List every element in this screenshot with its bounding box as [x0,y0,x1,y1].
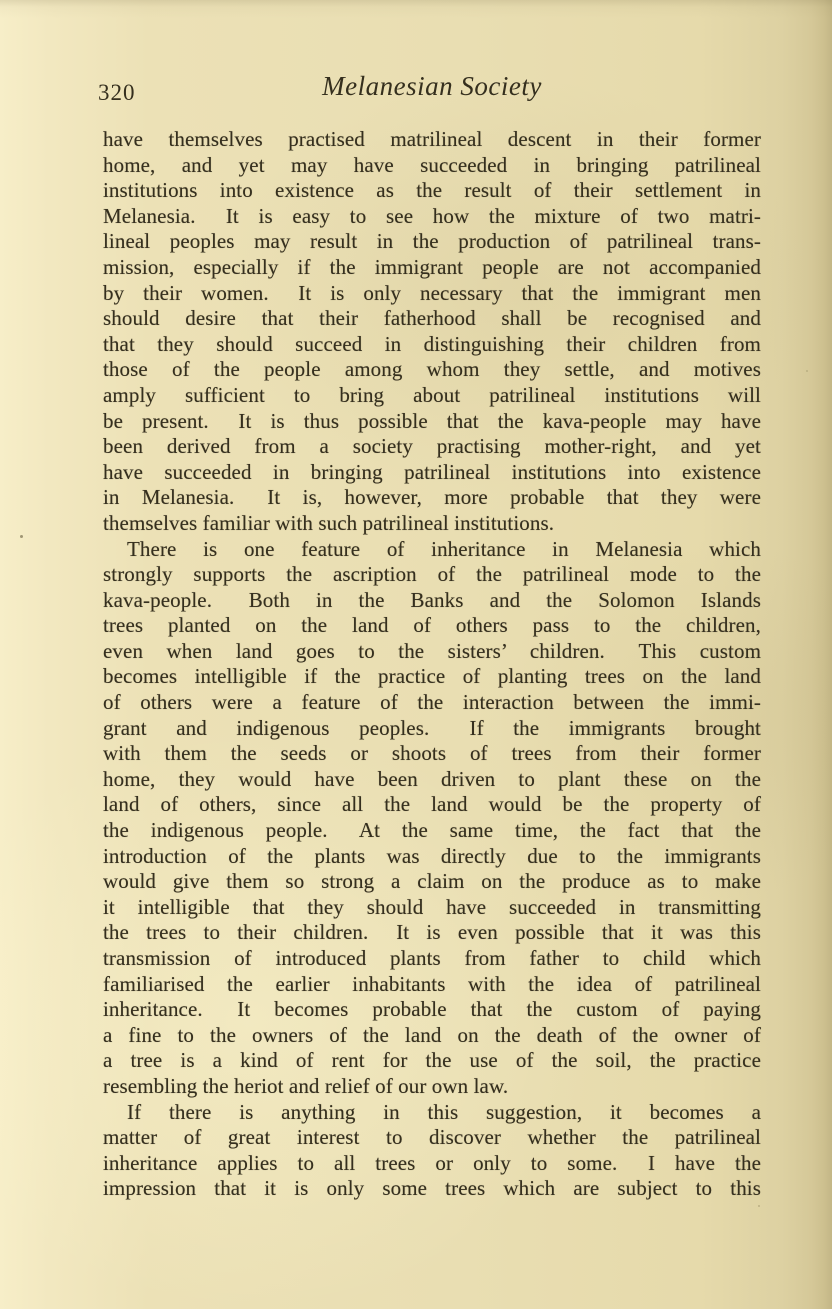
text-line: introduction of the plants was directly due to the immigrants [103,843,761,868]
text-line: Melanesia. It is easy to see how the mixture of two matri- [103,203,761,228]
text-line: inheritance applies to all trees or only to some. I have the [103,1150,761,1175]
text-line: be present. It is thus possible that the kava-people may have [103,408,761,433]
scan-speck [806,370,808,372]
text-line: even when land goes to the sisters’ children. This custom [103,638,761,663]
text-line: home, they would have been driven to plant these on the [103,766,761,791]
text-line: mission, especially if the immigrant people are not accompanied [103,254,761,279]
text-line: it intelligible that they should have succeeded in transmitting [103,894,761,919]
text-line: that they should succeed in distinguishing their children from [103,331,761,356]
text-line: the indigenous people. At the same time, the fact that the [103,818,761,843]
text-line: would give them so strong a claim on the produce as to make [103,869,761,894]
text-line: strongly supports the ascription of the patrilineal mode to the [103,562,761,587]
text-line: resembling the heriot and relief of our own law. [103,1073,509,1098]
text-line: themselves familiar with such patrilineal institutions. [103,510,555,535]
text-block [103,127,761,1202]
text-line: amply sufficient to bring about patrilineal institutions will [103,382,761,407]
page-header [98,0,761,127]
text-line: kava-people. Both in the Banks and the Solomon Islands [103,587,761,612]
text-line: in Melanesia. It is, however, more probable that they were [103,485,761,510]
text-line: transmission of introduced plants from father to child which [103,946,761,970]
page-content [98,0,761,1202]
text-line: institutions into existence as the result of their settlement in [103,178,761,203]
text-line: lineal peoples may result in the production of patrilineal trans- [103,229,761,254]
text-line: inheritance. It becomes probable that the custom of paying [103,997,761,1022]
text-line: impression that it is only some trees which are subject to this [103,1176,761,1201]
text-line: familiarised the earlier inhabitants with the idea of patrilineal [103,971,761,996]
text-line: those of the people among whom they settle, and motives [103,357,761,382]
text-line: matter of great interest to discover whether the patrilineal [103,1125,761,1150]
text-line: should desire that their fatherhood shall be recognised and [103,306,761,331]
text-line: grant and indigenous peoples. If the immigrants brought [103,715,761,740]
text-line: the trees to their children. It is even possible that it was this [103,920,761,945]
scan-speck [20,535,23,538]
text-line: been derived from a society practising mother-right, and yet [103,434,761,459]
text-line: There is one feature of inheritance in Melanesia which [127,536,761,561]
text-line: with them the seeds or shoots of trees from their former [103,741,761,766]
text-line: land of others, since all the land would be the property of [103,792,761,817]
text-line: trees planted on the land of others pass to the children, [103,613,761,638]
text-line: a tree is a kind of rent for the use of the soil, the practice [103,1048,761,1073]
scan-speck [758,1205,760,1207]
text-line: If there is anything in this suggestion, it becomes a [127,1099,761,1124]
text-line: home, and yet may have succeeded in bringing patrilineal [103,152,761,177]
text-line: have themselves practised matrilineal descent in their former [103,127,761,151]
text-line: have succeeded in bringing patrilineal institutions into existence [103,459,761,484]
text-line: a fine to the owners of the land on the death of the owner of [103,1022,761,1047]
text-line: becomes intelligible if the practice of planting trees on the land [103,664,761,689]
text-line: of others were a feature of the interaction between the immi- [103,690,761,715]
page-number: 320 [98,80,136,105]
text-line: by their women. It is only necessary that the immigrant men [103,280,761,305]
running-title: Melanesian Society [322,71,542,101]
